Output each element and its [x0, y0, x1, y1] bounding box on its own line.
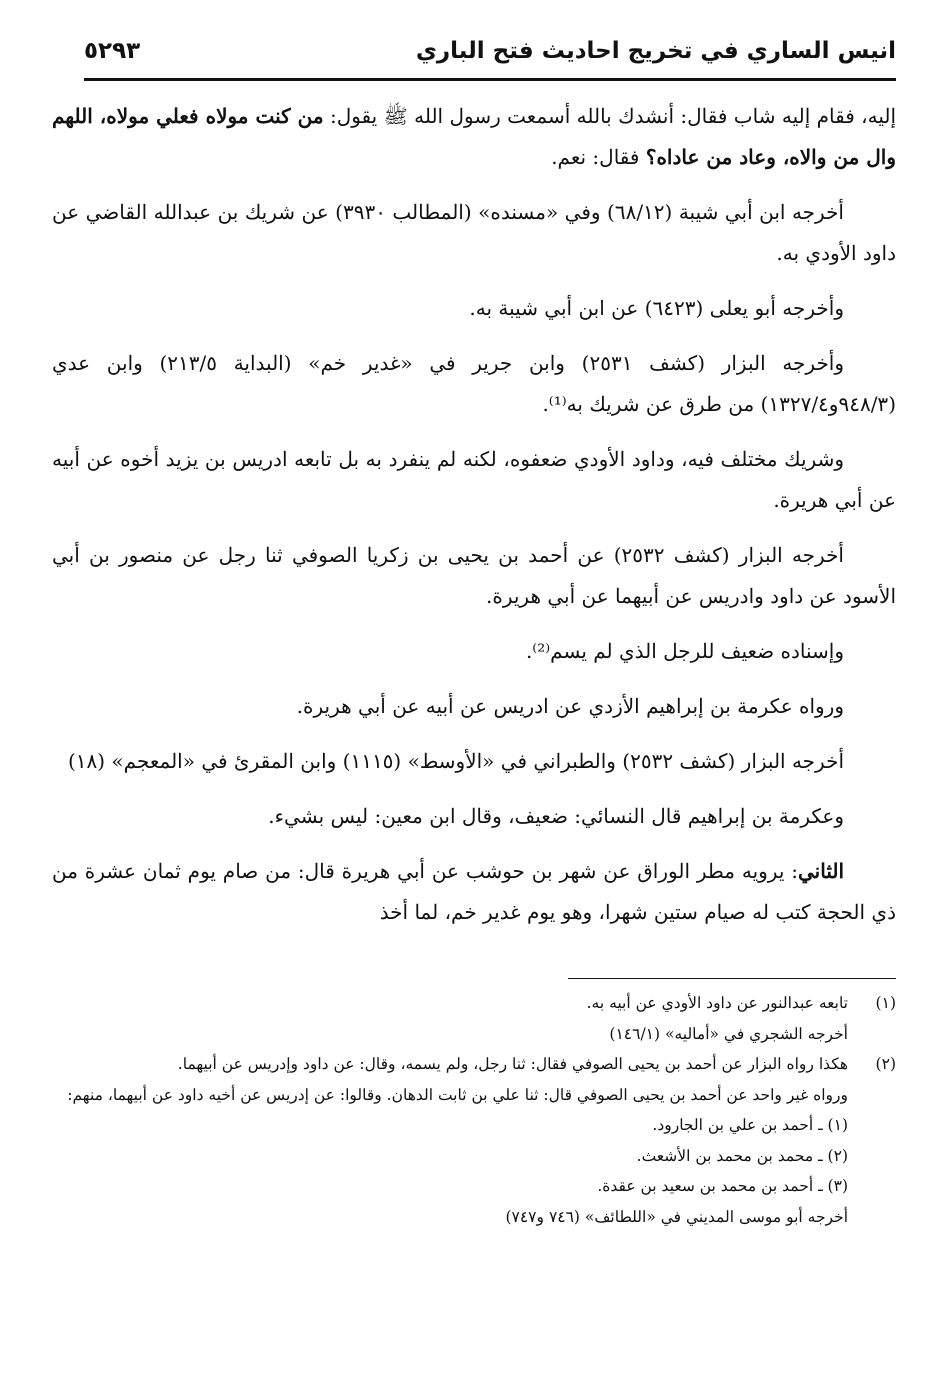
book-title: انيس الساري في تخريج احاديث فتح الباري	[415, 38, 896, 64]
paragraph: وأخرجه البزار (كشف ٢٥٣١) وابن جرير في «غدير خم» (البداية ٢١٣/٥) وابن عدي (٩٤٨/٣و١٣٢٧/٤) من طرق عن شريك به⁽¹⁾.	[52, 351, 896, 416]
paragraph: أخرجه البزار (كشف ٢٥٣٢) والطبراني في «الأوسط» (١١١٥) وابن المقرئ في «المعجم» (١٨)	[67, 749, 844, 773]
paragraph: ورواه عكرمة بن إبراهيم الأزدي عن ادريس عن أبيه عن أبي هريرة.	[296, 694, 844, 718]
paragraph	[52, 96, 896, 178]
paragraph: وإسناده ضعيف للرجل الذي لم يسم⁽²⁾.	[525, 639, 844, 663]
section-label: الثاني	[797, 859, 844, 883]
running-header	[84, 36, 896, 76]
footnote-line: أخرجه أبو موسى المديني في «اللطائف» (٧٤٦ و٧٤٧)	[505, 1207, 848, 1226]
footnote-body	[52, 988, 848, 1049]
footnote-divider	[568, 978, 896, 979]
footnote-2	[52, 1049, 896, 1232]
footnote-line: هكذا رواه البزار عن أحمد بن يحيى الصوفي فقال: ثنا رجل، ولم يسمه، وقال: عن داود وإدريس عن أبيهما.	[177, 1055, 848, 1073]
footnote-body	[52, 1049, 848, 1232]
paragraph: وأخرجه أبو يعلى (٦٤٢٣) عن ابن أبي شيبة به.	[469, 296, 844, 320]
page-number: ٥٢٩٣	[84, 38, 141, 64]
text-run: إليه، فقام إليه شاب فقال: أنشدك بالله أسمعت رسول الله ﷺ يقول:	[323, 104, 897, 128]
footnotes	[52, 988, 896, 1232]
footnote-1	[52, 988, 896, 1049]
paragraph: وشريك مختلف فيه، وداود الأودي ضعفوه، لكنه لم ينفرد به بل تابعه ادريس بن يزيد أخوه عن أبيه عن أبي هريرة.	[52, 447, 896, 512]
footnote-list-item: (٢) ـ محمد بن محمد بن الأشعث.	[636, 1146, 848, 1165]
main-text	[52, 96, 896, 947]
header-divider	[84, 78, 896, 81]
footnote-line: تابعه عبدالنور عن داود الأودي عن أبيه به.	[586, 994, 848, 1012]
footnote-number: (٢)	[875, 1055, 896, 1073]
paragraph: وعكرمة بن إبراهيم قال النسائي: ضعيف، وقال ابن معين: ليس بشيء.	[268, 804, 844, 828]
footnote-list-item: (٣) ـ أحمد بن محمد بن سعيد بن عقدة.	[597, 1177, 848, 1195]
text-run: : يرويه مطر الوراق عن شهر بن حوشب عن أبي هريرة قال: من صام يوم ثمان عشرة من ذي الحجة كتب له صيام ستين شهرا، وهو يوم غدير خم، لما أخذ	[52, 859, 896, 924]
paragraph: أخرجه ابن أبي شيبة (٦٨/١٢) وفي «مسنده» (المطالب ٣٩٣٠) عن شريك بن عبدالله القاضي عن داود الأودي به.	[52, 200, 896, 265]
footnote-line: ورواه غير واحد عن أحمد بن يحيى الصوفي قال: ثنا علي بن ثابت الدهان. وقالوا: عن إدريس عن أخيه داود عن أبيهما، منهم:	[67, 1085, 848, 1104]
paragraph: أخرجه البزار (كشف ٢٥٣٢) عن أحمد بن يحيى بن زكريا الصوفي ثنا رجل عن منصور بن أبي الأسود عن داود وادريس عن أبيهما عن أبي هريرة.	[52, 543, 896, 608]
footnote-line: أخرجه الشجري في «أماليه» (١٤٦/١)	[609, 1024, 848, 1043]
hadith-text: من كنت مولاه فعلي مولاه، اللهم وال من والاه، وعاد من عاداه؟	[52, 104, 896, 169]
paragraph	[52, 851, 896, 933]
text-run: فقال: نعم.	[551, 145, 646, 169]
footnote-list-item: (١) ـ أحمد بن علي بن الجارود.	[652, 1116, 848, 1134]
footnote-number: (١)	[875, 994, 896, 1012]
